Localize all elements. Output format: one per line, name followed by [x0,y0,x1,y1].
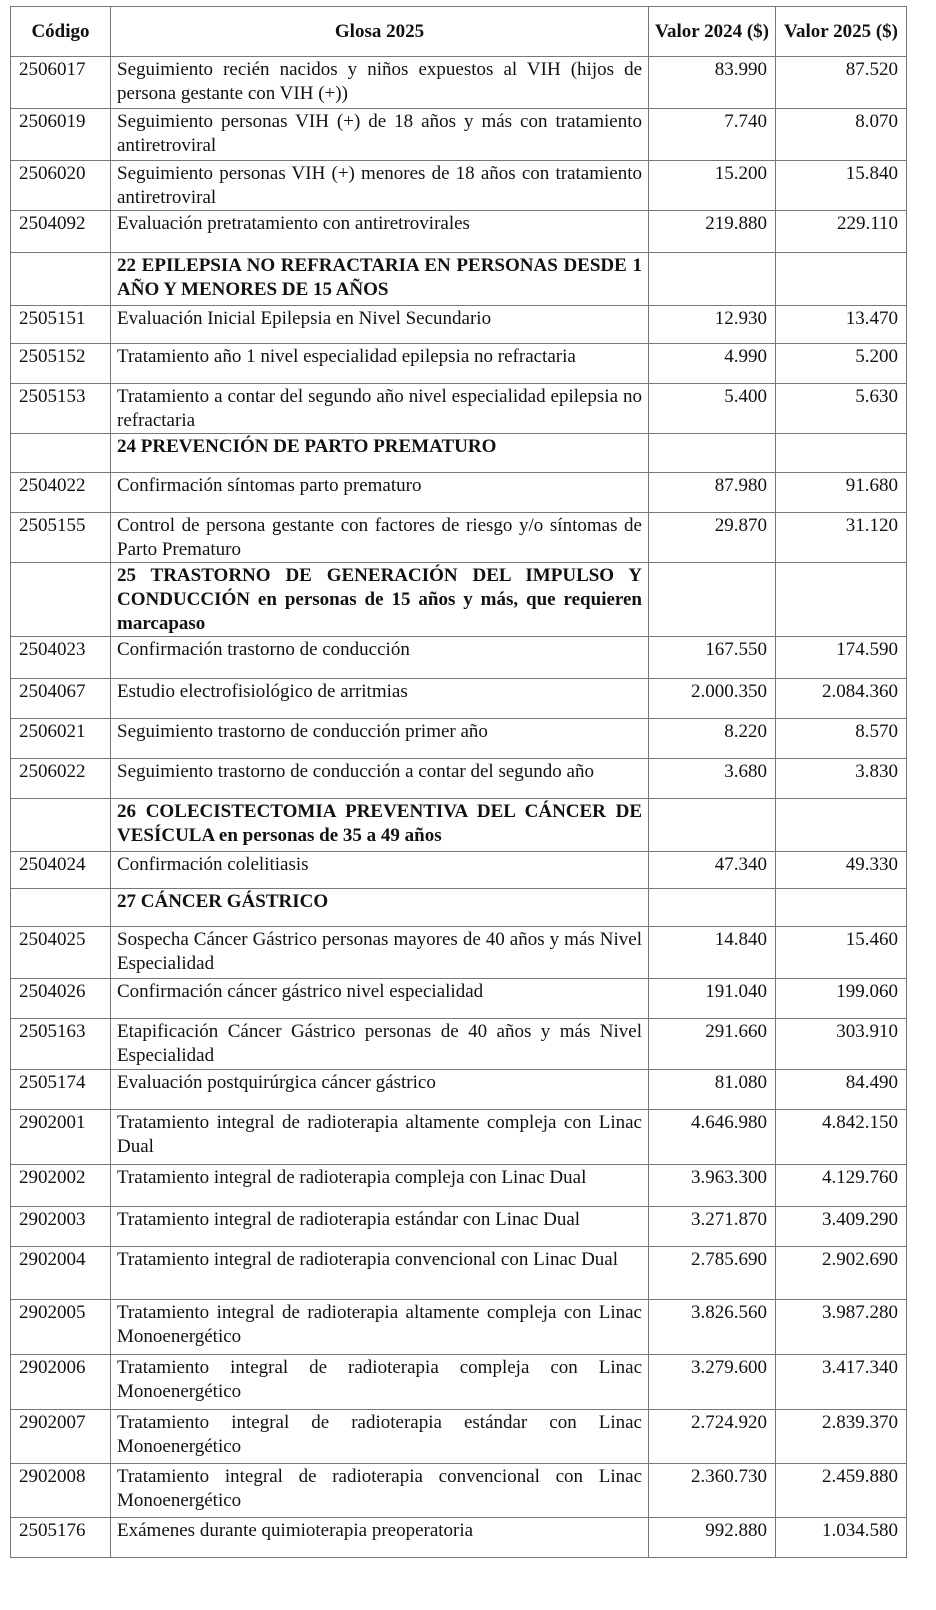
code-cell: 2505174 [11,1070,111,1110]
value-2024-cell: 15.200 [649,161,776,211]
table-row [11,1207,907,1247]
table-row [11,679,907,719]
table-row [11,1110,907,1165]
table-row [11,1355,907,1410]
code-cell [11,563,111,637]
value-2024-cell: 3.680 [649,759,776,799]
glosa-cell: Tratamiento año 1 nivel especialidad epilepsia no refractaria [111,344,649,384]
table-row [11,109,907,161]
value-2025-cell: 229.110 [776,211,907,253]
table-row [11,161,907,211]
value-2025-cell: 2.459.880 [776,1464,907,1518]
value-2024-cell: 2.000.350 [649,679,776,719]
value-2025-cell [776,253,907,306]
value-2025-cell: 15.840 [776,161,907,211]
code-cell: 2902007 [11,1410,111,1464]
code-cell: 2505152 [11,344,111,384]
table-row [11,1518,907,1558]
table-row [11,637,907,679]
section-heading-row [11,434,907,473]
glosa-cell: Control de persona gestante con factores de riesgo y/o síntomas de Parto Prematuro [111,513,649,563]
value-2025-cell: 3.987.280 [776,1300,907,1355]
glosa-cell: Tratamiento integral de radioterapia compleja con Linac Monoenergético [111,1355,649,1410]
table-header-row [11,7,907,57]
value-2025-cell: 87.520 [776,57,907,109]
header-glosa: Glosa 2025 [111,7,649,57]
glosa-cell: Estudio electrofisiológico de arritmias [111,679,649,719]
value-2025-cell: 3.409.290 [776,1207,907,1247]
tariff-table [10,6,907,1558]
glosa-cell: Evaluación Inicial Epilepsia en Nivel Secundario [111,306,649,344]
glosa-cell: Etapificación Cáncer Gástrico personas de 40 años y más Nivel Especialidad [111,1019,649,1070]
value-2025-cell [776,434,907,473]
code-cell: 2505151 [11,306,111,344]
code-cell: 2504026 [11,979,111,1019]
value-2024-cell: 219.880 [649,211,776,253]
glosa-cell: Sospecha Cáncer Gástrico personas mayores de 40 años y más Nivel Especialidad [111,927,649,979]
code-cell: 2505153 [11,384,111,434]
value-2024-cell: 8.220 [649,719,776,759]
table-row [11,1300,907,1355]
code-cell: 2504024 [11,852,111,889]
table-row [11,344,907,384]
value-2025-cell: 84.490 [776,1070,907,1110]
glosa-cell: Tratamiento integral de radioterapia altamente compleja con Linac Dual [111,1110,649,1165]
glosa-cell: Tratamiento integral de radioterapia convencional con Linac Monoenergético [111,1464,649,1518]
table-body [11,57,907,1558]
table-row [11,1165,907,1207]
value-2024-cell: 5.400 [649,384,776,434]
glosa-cell: Tratamiento integral de radioterapia estándar con Linac Dual [111,1207,649,1247]
glosa-cell: Tratamiento integral de radioterapia compleja con Linac Dual [111,1165,649,1207]
code-cell [11,799,111,852]
value-2025-cell: 303.910 [776,1019,907,1070]
value-2024-cell: 992.880 [649,1518,776,1558]
glosa-cell: 25 TRASTORNO DE GENERACIÓN DEL IMPULSO Y CONDUCCIÓN en personas de 15 años y más, que requieren marcapaso [111,563,649,637]
glosa-cell: Tratamiento a contar del segundo año nivel especialidad epilepsia no refractaria [111,384,649,434]
glosa-cell: 26 COLECISTECTOMIA PREVENTIVA DEL CÁNCER DE VESÍCULA en personas de 35 a 49 años [111,799,649,852]
value-2024-cell: 14.840 [649,927,776,979]
table-row [11,852,907,889]
table-row [11,759,907,799]
code-cell [11,889,111,927]
value-2025-cell [776,799,907,852]
value-2024-cell: 191.040 [649,979,776,1019]
value-2025-cell: 3.830 [776,759,907,799]
value-2025-cell: 8.570 [776,719,907,759]
value-2024-cell: 291.660 [649,1019,776,1070]
glosa-cell: Confirmación síntomas parto prematuro [111,473,649,513]
value-2024-cell: 3.963.300 [649,1165,776,1207]
value-2025-cell: 8.070 [776,109,907,161]
value-2025-cell: 5.200 [776,344,907,384]
value-2025-cell: 15.460 [776,927,907,979]
header-code: Código [11,7,111,57]
code-cell: 2902008 [11,1464,111,1518]
code-cell: 2504067 [11,679,111,719]
code-cell: 2902003 [11,1207,111,1247]
value-2025-cell: 4.842.150 [776,1110,907,1165]
table-row [11,1070,907,1110]
value-2024-cell: 12.930 [649,306,776,344]
value-2024-cell: 2.360.730 [649,1464,776,1518]
table-row [11,513,907,563]
value-2025-cell: 199.060 [776,979,907,1019]
value-2024-cell: 81.080 [649,1070,776,1110]
code-cell: 2505163 [11,1019,111,1070]
code-cell: 2902002 [11,1165,111,1207]
code-cell: 2504025 [11,927,111,979]
glosa-cell: Exámenes durante quimioterapia preoperatoria [111,1518,649,1558]
glosa-cell: Seguimiento personas VIH (+) menores de 18 años con tratamiento antiretroviral [111,161,649,211]
value-2024-cell: 47.340 [649,852,776,889]
value-2024-cell: 3.271.870 [649,1207,776,1247]
header-value-2024: Valor 2024 ($) [649,7,776,57]
code-cell: 2504022 [11,473,111,513]
value-2024-cell: 167.550 [649,637,776,679]
glosa-cell: Seguimiento trastorno de conducción a contar del segundo año [111,759,649,799]
code-cell: 2504092 [11,211,111,253]
glosa-cell: Confirmación cáncer gástrico nivel especialidad [111,979,649,1019]
value-2025-cell: 2.902.690 [776,1247,907,1300]
value-2024-cell [649,563,776,637]
value-2025-cell: 4.129.760 [776,1165,907,1207]
section-heading-row [11,799,907,852]
value-2024-cell [649,253,776,306]
code-cell: 2902004 [11,1247,111,1300]
table-row [11,1410,907,1464]
value-2024-cell: 4.990 [649,344,776,384]
code-cell: 2506017 [11,57,111,109]
value-2024-cell: 3.279.600 [649,1355,776,1410]
table-row [11,211,907,253]
value-2025-cell: 3.417.340 [776,1355,907,1410]
value-2024-cell: 87.980 [649,473,776,513]
table-row [11,979,907,1019]
table-row [11,719,907,759]
glosa-cell: Tratamiento integral de radioterapia altamente compleja con Linac Monoenergético [111,1300,649,1355]
table-row [11,1247,907,1300]
code-cell: 2505176 [11,1518,111,1558]
glosa-cell: Seguimiento recién nacidos y niños expuestos al VIH (hijos de persona gestante con VIH (+)) [111,57,649,109]
value-2024-cell: 7.740 [649,109,776,161]
table-row [11,927,907,979]
value-2025-cell: 1.034.580 [776,1518,907,1558]
code-cell: 2902006 [11,1355,111,1410]
value-2024-cell: 29.870 [649,513,776,563]
glosa-cell: Evaluación pretratamiento con antiretrovirales [111,211,649,253]
value-2025-cell: 13.470 [776,306,907,344]
code-cell: 2902005 [11,1300,111,1355]
glosa-cell: 24 PREVENCIÓN DE PARTO PREMATURO [111,434,649,473]
value-2025-cell: 49.330 [776,852,907,889]
value-2024-cell: 4.646.980 [649,1110,776,1165]
table-row [11,306,907,344]
value-2024-cell: 2.785.690 [649,1247,776,1300]
code-cell: 2902001 [11,1110,111,1165]
glosa-cell: Seguimiento personas VIH (+) de 18 años y más con tratamiento antiretroviral [111,109,649,161]
code-cell: 2504023 [11,637,111,679]
code-cell [11,434,111,473]
table-row [11,473,907,513]
section-heading-row [11,889,907,927]
value-2024-cell [649,889,776,927]
glosa-cell: Seguimiento trastorno de conducción primer año [111,719,649,759]
value-2025-cell [776,563,907,637]
glosa-cell: 27 CÁNCER GÁSTRICO [111,889,649,927]
value-2025-cell: 174.590 [776,637,907,679]
table-row [11,1019,907,1070]
value-2024-cell: 83.990 [649,57,776,109]
value-2025-cell: 2.084.360 [776,679,907,719]
value-2024-cell: 3.826.560 [649,1300,776,1355]
glosa-cell: Tratamiento integral de radioterapia estándar con Linac Monoenergético [111,1410,649,1464]
value-2025-cell: 31.120 [776,513,907,563]
table-row [11,57,907,109]
value-2025-cell: 91.680 [776,473,907,513]
glosa-cell: Tratamiento integral de radioterapia convencional con Linac Dual [111,1247,649,1300]
glosa-cell: Evaluación postquirúrgica cáncer gástrico [111,1070,649,1110]
value-2025-cell: 5.630 [776,384,907,434]
code-cell: 2505155 [11,513,111,563]
code-cell: 2506022 [11,759,111,799]
code-cell: 2506020 [11,161,111,211]
code-cell [11,253,111,306]
glosa-cell: 22 EPILEPSIA NO REFRACTARIA EN PERSONAS DESDE 1 AÑO Y MENORES DE 15 AÑOS [111,253,649,306]
value-2025-cell: 2.839.370 [776,1410,907,1464]
value-2024-cell: 2.724.920 [649,1410,776,1464]
glosa-cell: Confirmación colelitiasis [111,852,649,889]
table-row [11,384,907,434]
glosa-cell: Confirmación trastorno de conducción [111,637,649,679]
section-heading-row [11,563,907,637]
value-2024-cell [649,434,776,473]
value-2025-cell [776,889,907,927]
value-2024-cell [649,799,776,852]
header-value-2025: Valor 2025 ($) [776,7,907,57]
code-cell: 2506019 [11,109,111,161]
section-heading-row [11,253,907,306]
table-row [11,1464,907,1518]
code-cell: 2506021 [11,719,111,759]
